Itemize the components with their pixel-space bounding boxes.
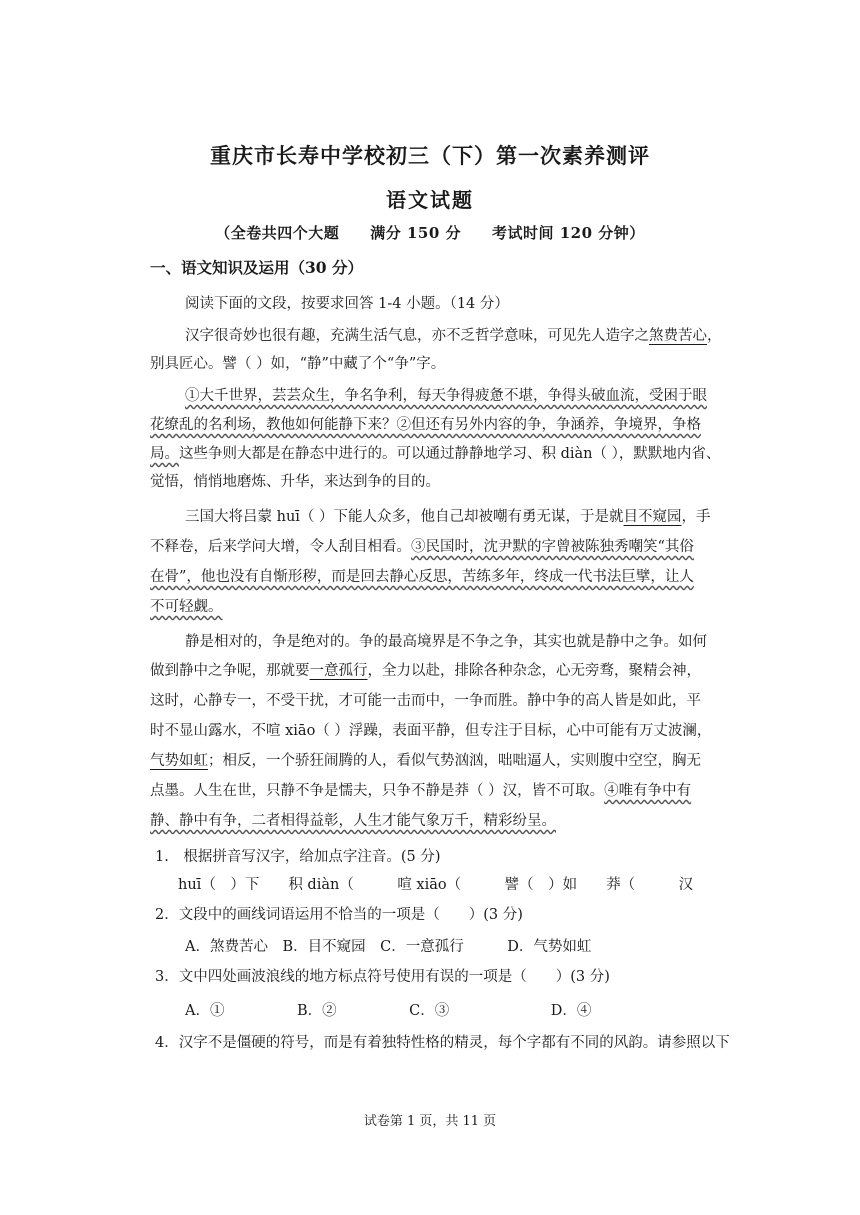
para4-line7: 静、静中有争，二者相得益彰，人生才能气象万千，精彩纷呈。	[150, 813, 556, 829]
para1-line2: 别具匠心。譬（ ）如，“静”中藏了个“争”字。	[150, 356, 446, 372]
question-2-options: A．煞费苦心 B．目不窥园 C．一意孤行 D．气势如虹	[185, 939, 592, 955]
para3-line3: 在骨”，他也没有自惭形秽，而是回去静心反思，苦练多年，终成一代书法巨擘，让人	[150, 569, 694, 585]
para4-line3: 这时，心静专一，不受干扰，才可能一击而中，一争而胜。静中争的高人皆是如此，平	[150, 693, 701, 709]
para2-line3: 局。这些争则大都是在静态中进行的。可以通过静静地学习、积 diàn（ ），默默地内省、	[150, 446, 721, 462]
question-3: 3．文中四处画波浪线的地方标点符号使用有误的一项是（ ）(3 分)	[155, 969, 610, 985]
para3-line1: 三国大将吕蒙 huī（ ）下能人众多，他自己却被嘲有勇无谋，于是就目不窥园，手	[185, 509, 711, 525]
page-footer: 试卷第 1 页，共 11 页	[363, 1114, 497, 1129]
question-1: 1. 根据拼音写汉字，给加点字注音。(5 分)	[155, 849, 441, 865]
exam-title: 重庆市长寿中学校初三（下）第一次素养测评	[210, 143, 650, 168]
para4-line4: 时不显山露水，不喧 xiāo（ ）浮躁，表面平静，但专注于目标，心中可能有万丈波澜，	[150, 723, 712, 739]
section-intro: 阅读下面的文段，按要求回答 1-4 小题。（14 分）	[185, 296, 509, 312]
section-heading: 一、语文知识及运用（30 分）	[150, 258, 363, 277]
question-3-options: A．① B．② C．③ D．④	[185, 1003, 592, 1019]
exam-subject: 语文试题	[386, 188, 474, 212]
question-2: 2．文段中的画线词语运用不恰当的一项是（ ）(3 分)	[155, 907, 523, 923]
para1-line1: 汉字很奇妙也很有趣，充满生活气息，亦不乏哲学意味，可见先人造字之煞费苦心，	[185, 328, 722, 344]
para4-line1: 静是相对的，争是绝对的。争的最高境界是不争之争，其实也就是静中之争。如何	[185, 634, 707, 650]
exam-info: （全卷共四个大题 满分 150 分 考试时间 120 分钟）	[215, 224, 645, 242]
para4-line5: 气势如虹；相反，一个骄狂闹腾的人，看似气势汹汹，咄咄逼人，实则腹中空空，胸无	[150, 753, 701, 769]
para3-line4: 不可轻觑。	[150, 599, 223, 615]
para3-line2: 不释卷，后来学问大增，令人刮目相看。③民国时，沈尹默的字曾被陈独秀嘲笑“其俗	[150, 539, 694, 555]
para2-line2: 花缭乱的名利场，教他如何能静下来？②但还有另外内容的争，争涵养，争境界，争格	[150, 417, 701, 433]
question-4: 4．汉字不是僵硬的符号，而是有着独特性格的精灵，每个字都有不同的风韵。请参照以下	[155, 1035, 730, 1051]
para2-line4: 觉悟，悄悄地磨炼、升华，来达到争的目的。	[150, 474, 440, 490]
para2-line1: ①大千世界，芸芸众生，争名争利，每天争得疲惫不堪，争得头破血流，受困于眼	[185, 388, 707, 404]
question-1-items: huī（ ）下 积 diàn（ 喧 xiāo（ 譬（ ）如 莽（ 汉	[178, 877, 694, 893]
para4-line2: 做到静中之争呢，那就要一意孤行，全力以赴，排除各种杂念，心无旁骛，聚精会神，	[150, 663, 701, 679]
para4-line6: 点墨。人生在世，只静不争是懦夫，只争不静是莽（ ）汉，皆不可取。④唯有争中有	[150, 783, 692, 799]
